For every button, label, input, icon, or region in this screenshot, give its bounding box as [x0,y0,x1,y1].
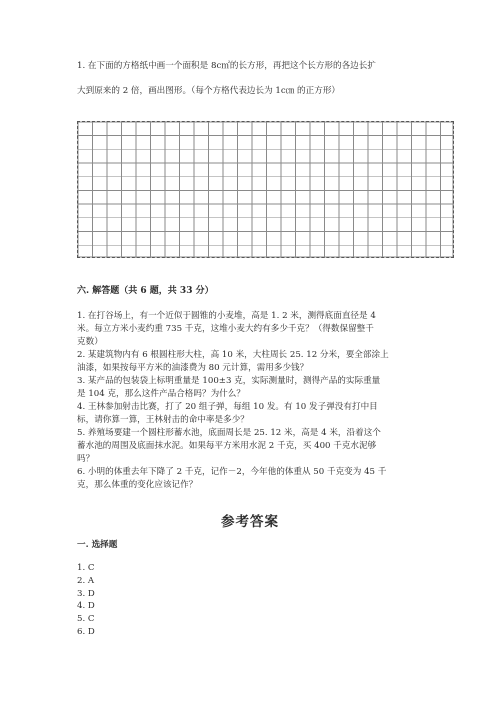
question-4 [77,401,389,427]
question-6-line: 克，那么体重的变化应该记作？ [77,480,198,490]
graph-paper-grid[interactable] [77,121,454,258]
question-5-line: 蓄水池的周围及底面抹水泥。如果每平方米用水泥 2 千克，买 400 千克水泥够 [77,441,377,451]
answers-section1-heading: 一. 选择题 [77,540,118,550]
question-4-line: 4. 王林参加射击比赛，打了 20 组子弹，每组 10 发。有 10 发子弹没有打中目 [77,402,378,412]
question-3 [77,375,389,401]
section6-questions [77,310,389,492]
answer-item: 3. D [77,588,95,599]
question-6-line: 6. 小明的体重去年下降了 2 千克，记作－2，今年他的体重从 50 千克变为 45 千 [77,467,387,477]
question-4-line: 标，请你算一算，王林射击的命中率是多少？ [77,415,249,425]
question-3-line: 3. 某产品的包装袋上标明重量是 100±3 克，实际测量时，测得产品的实际重量 [77,376,381,386]
answers-list [77,562,95,639]
answer-item: 5. C [77,614,95,625]
question-2-line: 油漆，如果按每平方米的油漆费为 80 元计算，需用多少钱？ [77,363,309,373]
question-1 [77,310,389,349]
question-2 [77,349,389,375]
question-1-line: 克数） [77,337,103,347]
question-6 [77,466,389,492]
answer-item: 2. A [77,575,95,586]
question-5 [77,427,389,466]
problem1-line1: 1. 在下面的方格纸中画一个面积是 8c㎡的长方形，再把这个长方形的各边长扩 [77,61,376,71]
question-1-line: 1. 在打谷场上，有一个近似于圆锥的小麦堆，高是 1. 2 米，测得底面直径是 4 [77,311,376,321]
problem1-line2: 大到原来的 2 倍，画出图形。（每个方格代表边长为 1c㎝ 的正方形） [77,86,341,96]
question-3-line: 是 104 克，那么这件产品合格吗？为什么？ [77,389,245,399]
answer-item: 1. C [77,563,95,573]
section6-heading: 六. 解答题（共 6 题，共 33 分） [77,286,214,296]
question-1-line: 米。每立方米小麦约重 735 千克，这堆小麦大约有多少千克？（得数保留整千 [77,324,374,334]
question-2-line: 2. 某建筑物内有 6 根圆柱形大柱，高 10 米，大柱周长 25. 12 分米，要全部涂上 [77,350,389,360]
answer-item: 4. D [77,601,95,612]
answers-title: 参考答案 [221,514,279,530]
answer-item: 6. D [77,626,95,637]
question-5-line: 吗？ [77,454,95,464]
question-5-line: 5. 养殖场要建一个圆柱形蓄水池，底面周长是 25. 12 米，高是 4 米，沿着这个 [77,428,381,438]
